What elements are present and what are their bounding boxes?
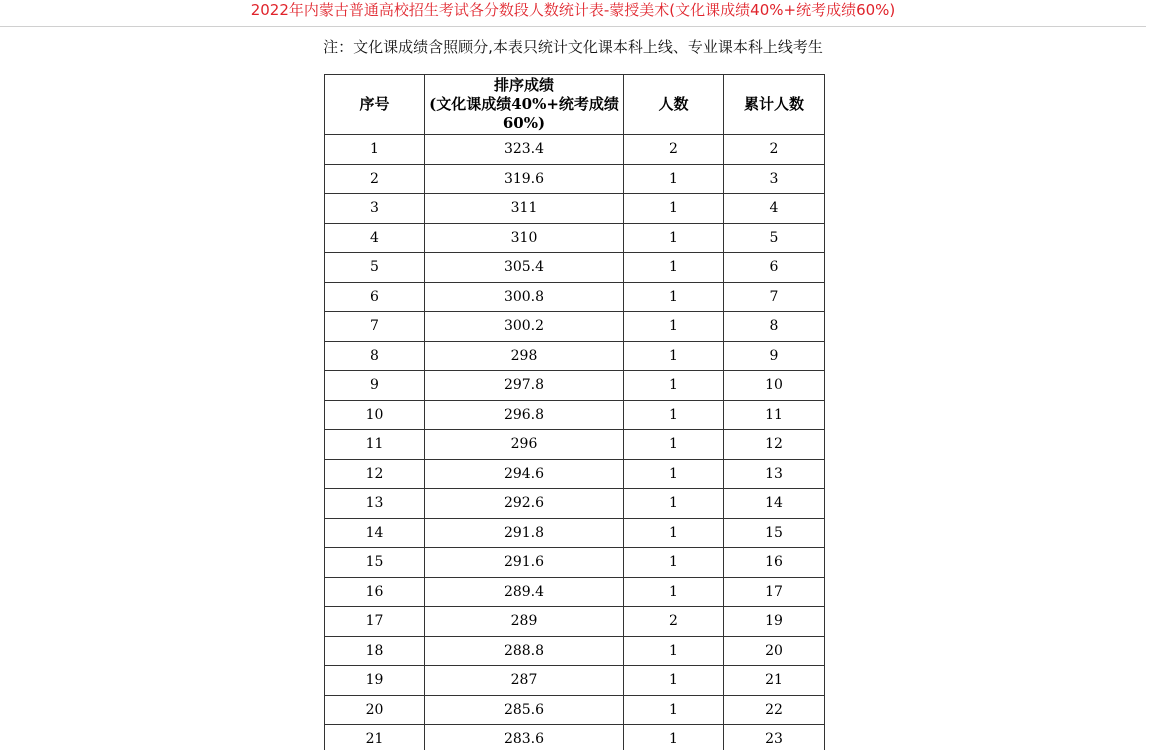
table-row xyxy=(325,607,825,637)
cell-count: 1 xyxy=(624,577,724,607)
table-header-row xyxy=(325,75,825,135)
cell-cumulative: 10 xyxy=(724,371,825,401)
cell-index: 1 xyxy=(325,135,425,165)
cell-index: 20 xyxy=(325,695,425,725)
cell-index: 6 xyxy=(325,282,425,312)
cell-index: 2 xyxy=(325,164,425,194)
cell-score: 300.2 xyxy=(425,312,624,342)
cell-index: 10 xyxy=(325,400,425,430)
header-count: 人数 xyxy=(624,75,724,135)
header-index: 序号 xyxy=(325,75,425,135)
cell-count: 1 xyxy=(624,725,724,750)
cell-index: 17 xyxy=(325,607,425,637)
cell-count: 1 xyxy=(624,253,724,283)
cell-cumulative: 15 xyxy=(724,518,825,548)
header-score-line2: (文化课成绩40%+统考成绩 xyxy=(429,95,619,113)
table-row xyxy=(325,253,825,283)
cell-index: 18 xyxy=(325,636,425,666)
cell-count: 1 xyxy=(624,371,724,401)
cell-count: 1 xyxy=(624,666,724,696)
cell-score: 296 xyxy=(425,430,624,460)
cell-cumulative: 3 xyxy=(724,164,825,194)
cell-cumulative: 17 xyxy=(724,577,825,607)
cell-score: 292.6 xyxy=(425,489,624,519)
cell-score: 323.4 xyxy=(425,135,624,165)
cell-index: 4 xyxy=(325,223,425,253)
cell-cumulative: 14 xyxy=(724,489,825,519)
table-row xyxy=(325,430,825,460)
cell-count: 1 xyxy=(624,400,724,430)
table-row xyxy=(325,577,825,607)
cell-count: 1 xyxy=(624,341,724,371)
cell-score: 296.8 xyxy=(425,400,624,430)
cell-index: 5 xyxy=(325,253,425,283)
cell-score: 289.4 xyxy=(425,577,624,607)
table-row xyxy=(325,312,825,342)
cell-score: 300.8 xyxy=(425,282,624,312)
cell-index: 21 xyxy=(325,725,425,750)
cell-count: 2 xyxy=(624,135,724,165)
cell-score: 319.6 xyxy=(425,164,624,194)
cell-count: 1 xyxy=(624,489,724,519)
score-distribution-table xyxy=(324,74,825,750)
cell-count: 1 xyxy=(624,459,724,489)
table-note: 注：文化课成绩含照顾分,本表只统计文化课本科上线、专业课本科上线考生 xyxy=(323,38,823,56)
cell-score: 291.8 xyxy=(425,518,624,548)
table-row xyxy=(325,135,825,165)
cell-score: 294.6 xyxy=(425,459,624,489)
cell-score: 298 xyxy=(425,341,624,371)
cell-score: 287 xyxy=(425,666,624,696)
table-row xyxy=(325,695,825,725)
cell-cumulative: 2 xyxy=(724,135,825,165)
cell-cumulative: 11 xyxy=(724,400,825,430)
cell-cumulative: 13 xyxy=(724,459,825,489)
cell-cumulative: 21 xyxy=(724,666,825,696)
cell-count: 1 xyxy=(624,223,724,253)
cell-cumulative: 9 xyxy=(724,341,825,371)
cell-cumulative: 22 xyxy=(724,695,825,725)
cell-count: 1 xyxy=(624,282,724,312)
cell-index: 14 xyxy=(325,518,425,548)
cell-score: 297.8 xyxy=(425,371,624,401)
cell-index: 8 xyxy=(325,341,425,371)
header-score xyxy=(425,75,624,135)
table-row xyxy=(325,341,825,371)
header-score-line3: 60%) xyxy=(502,114,546,132)
cell-cumulative: 23 xyxy=(724,725,825,750)
cell-index: 9 xyxy=(325,371,425,401)
cell-cumulative: 5 xyxy=(724,223,825,253)
cell-score: 289 xyxy=(425,607,624,637)
cell-score: 310 xyxy=(425,223,624,253)
cell-index: 15 xyxy=(325,548,425,578)
cell-count: 2 xyxy=(624,607,724,637)
cell-index: 3 xyxy=(325,194,425,224)
table-row xyxy=(325,548,825,578)
header-cumulative: 累计人数 xyxy=(724,75,825,135)
cell-count: 1 xyxy=(624,430,724,460)
cell-score: 288.8 xyxy=(425,636,624,666)
cell-cumulative: 20 xyxy=(724,636,825,666)
cell-count: 1 xyxy=(624,194,724,224)
cell-score: 285.6 xyxy=(425,695,624,725)
cell-cumulative: 8 xyxy=(724,312,825,342)
table-row xyxy=(325,459,825,489)
table-row xyxy=(325,666,825,696)
cell-count: 1 xyxy=(624,548,724,578)
table-row xyxy=(325,194,825,224)
cell-count: 1 xyxy=(624,695,724,725)
cell-count: 1 xyxy=(624,518,724,548)
cell-cumulative: 16 xyxy=(724,548,825,578)
table-row xyxy=(325,371,825,401)
cell-index: 19 xyxy=(325,666,425,696)
cell-score: 291.6 xyxy=(425,548,624,578)
cell-score: 283.6 xyxy=(425,725,624,750)
table-row xyxy=(325,725,825,750)
title-divider xyxy=(0,26,1146,27)
cell-cumulative: 7 xyxy=(724,282,825,312)
cell-score: 311 xyxy=(425,194,624,224)
cell-score: 305.4 xyxy=(425,253,624,283)
cell-index: 13 xyxy=(325,489,425,519)
score-table-container xyxy=(324,74,825,750)
cell-cumulative: 12 xyxy=(724,430,825,460)
cell-count: 1 xyxy=(624,636,724,666)
table-body xyxy=(325,135,825,750)
table-row xyxy=(325,282,825,312)
cell-index: 11 xyxy=(325,430,425,460)
table-row xyxy=(325,518,825,548)
table-row xyxy=(325,489,825,519)
page-title: 2022年内蒙古普通高校招生考试各分数段人数统计表-蒙授美术(文化课成绩40%+统考成绩60%) xyxy=(250,1,896,19)
cell-cumulative: 19 xyxy=(724,607,825,637)
header-score-line1: 排序成绩 xyxy=(493,76,554,94)
cell-index: 12 xyxy=(325,459,425,489)
cell-cumulative: 6 xyxy=(724,253,825,283)
cell-count: 1 xyxy=(624,312,724,342)
table-row xyxy=(325,400,825,430)
cell-index: 16 xyxy=(325,577,425,607)
table-row xyxy=(325,636,825,666)
cell-index: 7 xyxy=(325,312,425,342)
table-row xyxy=(325,164,825,194)
cell-count: 1 xyxy=(624,164,724,194)
cell-cumulative: 4 xyxy=(724,194,825,224)
table-row xyxy=(325,223,825,253)
